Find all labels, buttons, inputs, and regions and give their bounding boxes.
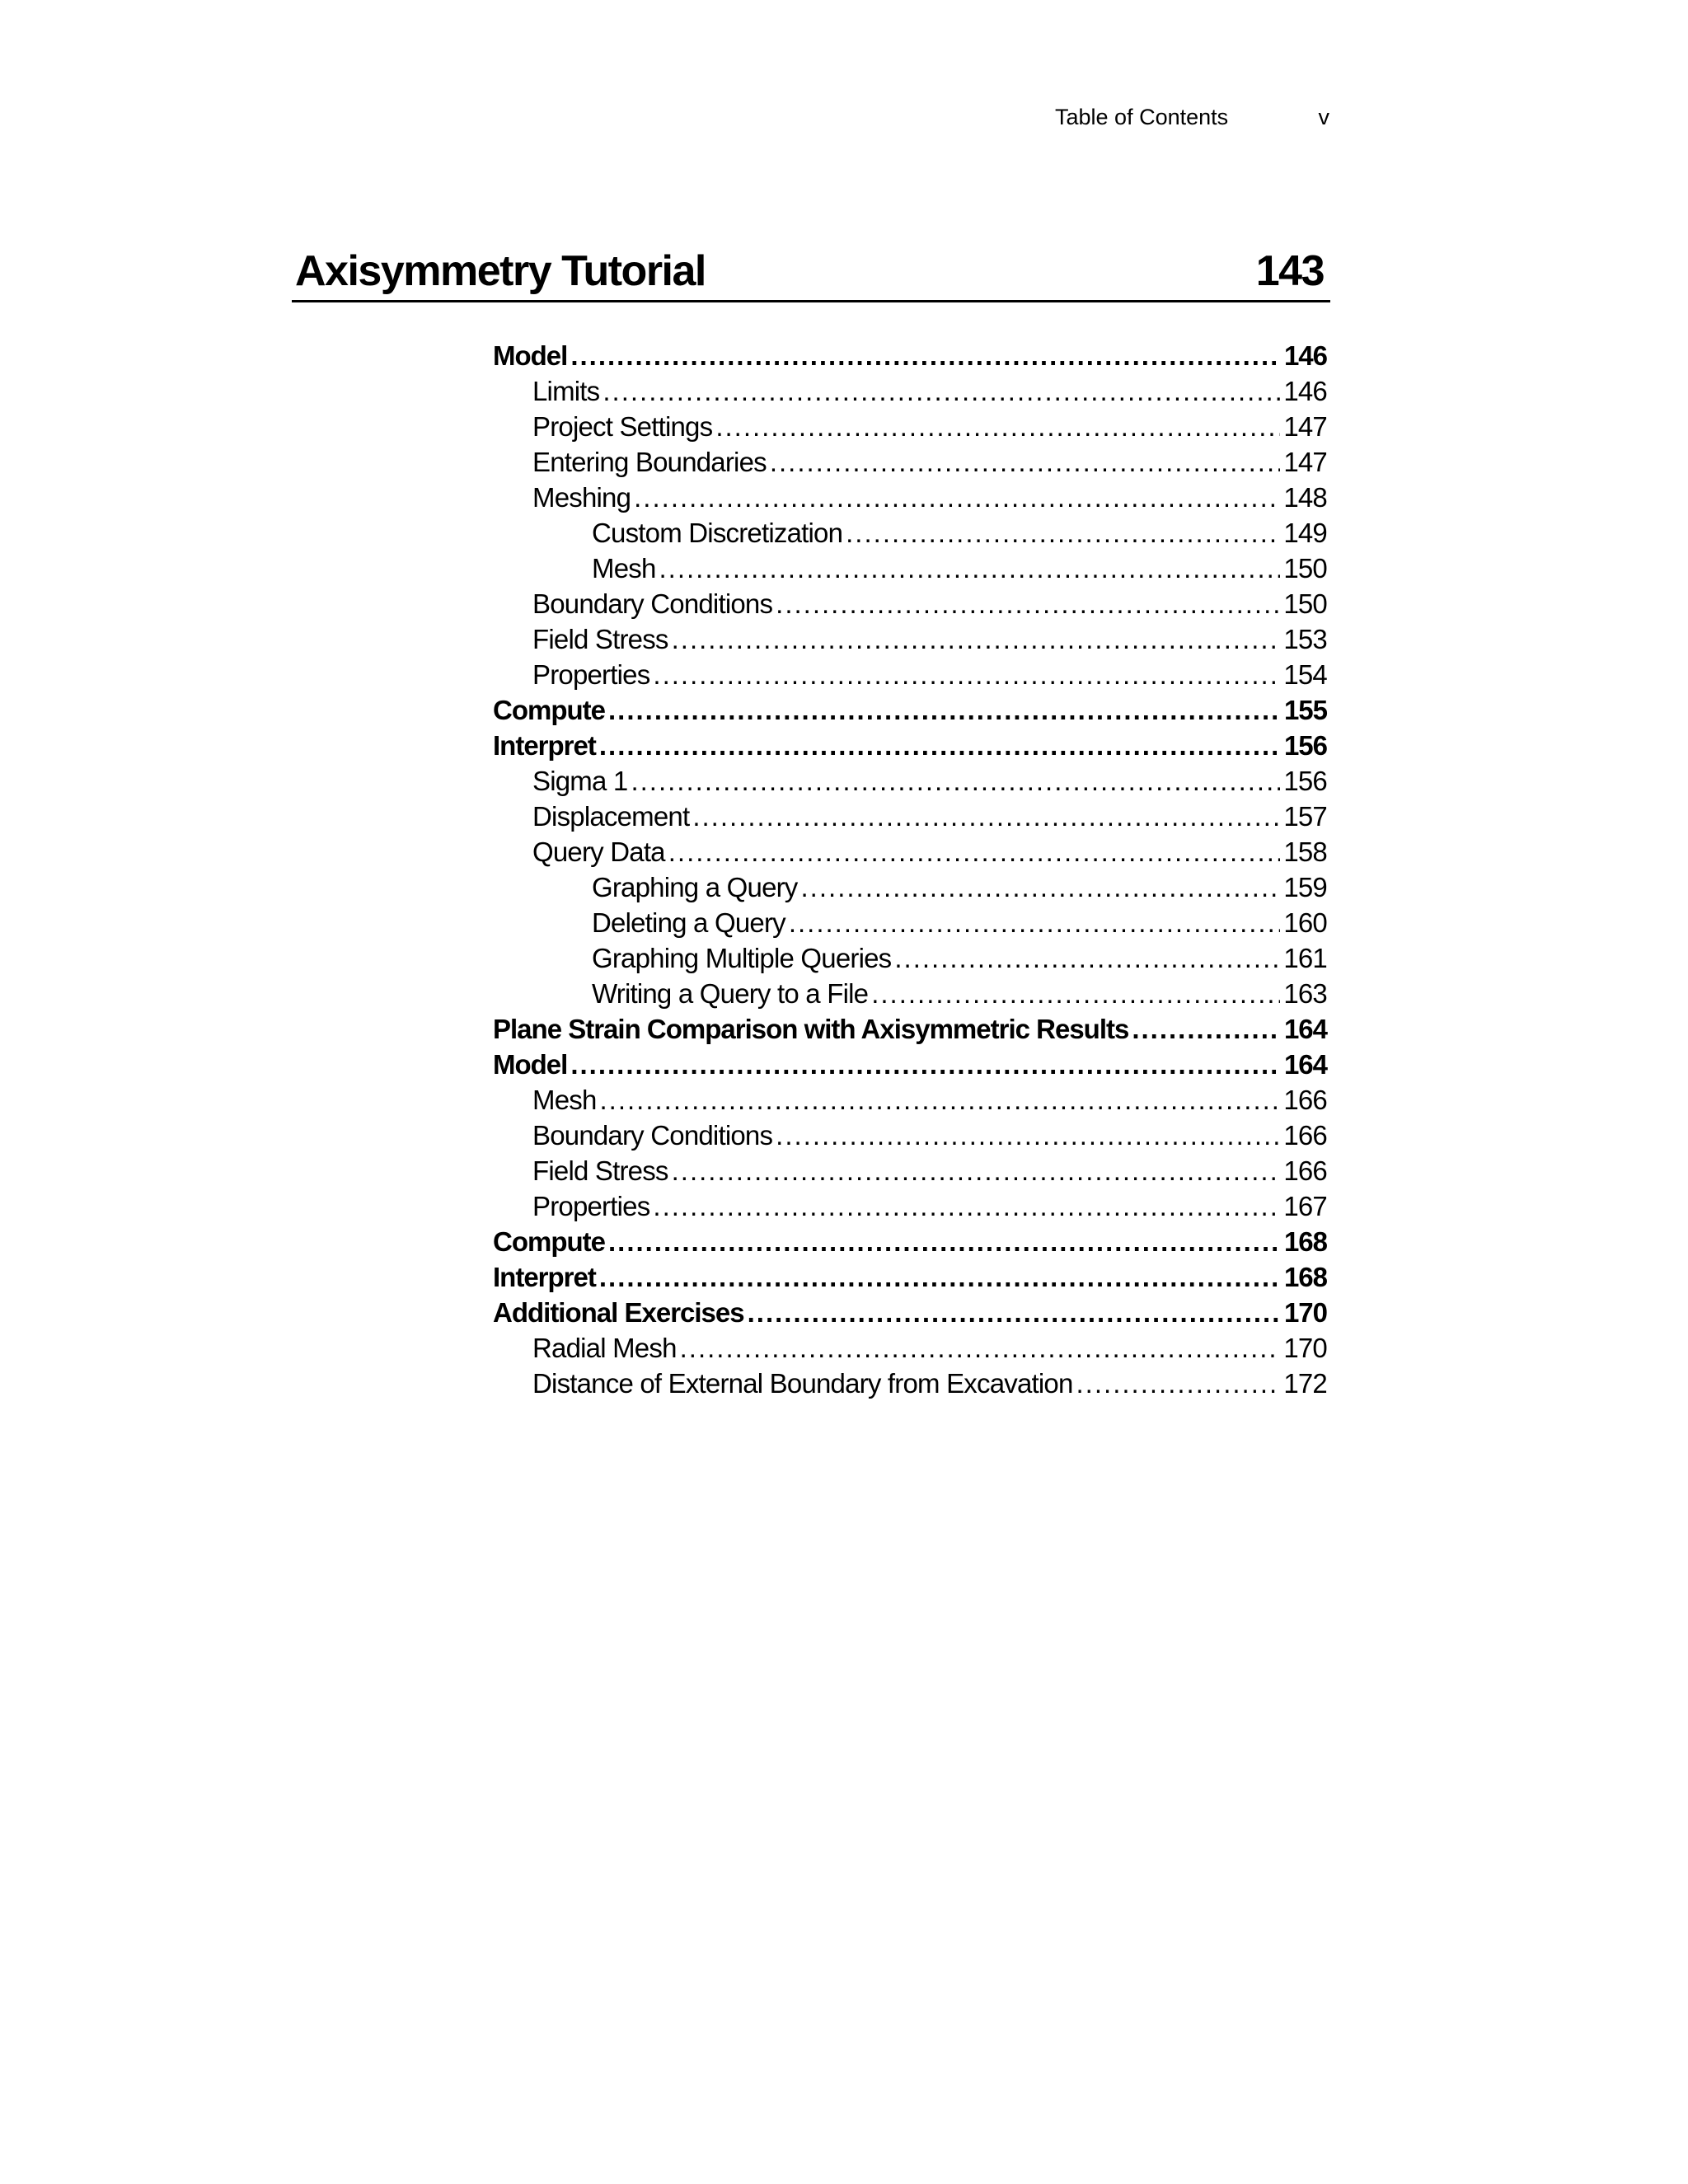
toc-entry[interactable] xyxy=(493,763,1327,799)
dot-leader xyxy=(776,586,1280,621)
toc-entry-page-number: 156 xyxy=(1283,730,1327,761)
dot-leader xyxy=(603,373,1280,409)
toc-entry[interactable] xyxy=(493,338,1327,373)
toc-entry-label: Writing a Query to a File xyxy=(592,978,869,1009)
toc-entry-page-number: 150 xyxy=(1283,588,1327,619)
toc-entry-page-number: 161 xyxy=(1283,943,1327,973)
dot-leader xyxy=(680,1330,1281,1366)
toc-entry-label: Sigma 1 xyxy=(532,766,628,796)
toc-entry[interactable] xyxy=(493,1224,1327,1259)
toc-entry-label: Meshing xyxy=(532,482,631,513)
toc-entry-page-number: 149 xyxy=(1283,518,1327,548)
toc-entry[interactable] xyxy=(493,1295,1327,1330)
dot-leader xyxy=(659,551,1281,586)
toc-entry-label: Radial Mesh xyxy=(532,1333,677,1363)
toc-entry-page-number: 167 xyxy=(1283,1191,1327,1221)
dot-leader xyxy=(871,976,1280,1011)
dot-leader xyxy=(770,444,1280,480)
toc-entry-label: Custom Discretization xyxy=(592,518,843,548)
dot-leader xyxy=(894,940,1280,976)
dot-leader xyxy=(672,1153,1281,1188)
toc-entry-page-number: 157 xyxy=(1283,801,1327,832)
toc-entry[interactable] xyxy=(493,1047,1327,1082)
toc-entry-label: Boundary Conditions xyxy=(532,588,773,619)
toc-entry[interactable] xyxy=(493,1330,1327,1366)
dot-leader xyxy=(634,480,1280,515)
toc-entry-page-number: 168 xyxy=(1283,1262,1327,1292)
toc-entry-page-number: 170 xyxy=(1283,1297,1327,1328)
toc-entry-label: Properties xyxy=(532,1191,650,1221)
toc-entry-page-number: 146 xyxy=(1283,376,1327,406)
toc-entry-label: Displacement xyxy=(532,801,690,832)
chapter-heading xyxy=(292,244,1330,302)
dot-leader xyxy=(653,657,1280,692)
toc-list xyxy=(493,338,1327,1401)
dot-leader xyxy=(1076,1366,1281,1401)
toc-entry[interactable] xyxy=(493,551,1327,586)
toc-entry-label: Deleting a Query xyxy=(592,907,785,938)
dot-leader xyxy=(608,692,1281,728)
toc-entry-label: Entering Boundaries xyxy=(532,447,767,477)
toc-entry[interactable] xyxy=(493,940,1327,976)
toc-entry-page-number: 150 xyxy=(1283,553,1327,583)
toc-entry-page-number: 166 xyxy=(1283,1155,1327,1186)
toc-entry-label: Graphing Multiple Queries xyxy=(592,943,892,973)
toc-entry-label: Field Stress xyxy=(532,624,668,654)
toc-entry[interactable] xyxy=(493,1011,1327,1047)
toc-entry[interactable] xyxy=(493,1366,1327,1401)
toc-entry-page-number: 154 xyxy=(1283,659,1327,690)
toc-entry-label: Interpret xyxy=(493,730,596,761)
toc-entry-page-number: 159 xyxy=(1283,872,1327,902)
toc-entry[interactable] xyxy=(493,621,1327,657)
toc-entry-label: Mesh xyxy=(592,553,656,583)
toc-entry-page-number: 166 xyxy=(1283,1120,1327,1151)
toc-entry-page-number: 170 xyxy=(1283,1333,1327,1363)
toc-entry[interactable] xyxy=(493,799,1327,834)
chapter-page-number: 143 xyxy=(1255,247,1324,295)
dot-leader xyxy=(672,621,1281,657)
dot-leader xyxy=(715,409,1280,444)
dot-leader xyxy=(599,728,1281,763)
toc-entry-page-number: 163 xyxy=(1283,978,1327,1009)
toc-entry[interactable] xyxy=(493,586,1327,621)
dot-leader xyxy=(1132,1011,1281,1047)
toc-entry-label: Limits xyxy=(532,376,600,406)
toc-entry-page-number: 160 xyxy=(1283,907,1327,938)
toc-entry-label: Compute xyxy=(493,1226,605,1257)
toc-entry-label: Distance of External Boundary from Excavation xyxy=(532,1368,1073,1399)
toc-entry[interactable] xyxy=(493,1118,1327,1153)
toc-entry-label: Mesh xyxy=(532,1085,597,1115)
running-header xyxy=(1055,102,1339,132)
dot-leader xyxy=(668,834,1281,869)
toc-entry-page-number: 153 xyxy=(1283,624,1327,654)
dot-leader xyxy=(789,905,1280,940)
toc-entry-label: Compute xyxy=(493,695,605,725)
toc-entry-page-number: 156 xyxy=(1283,766,1327,796)
toc-entry[interactable] xyxy=(493,692,1327,728)
dot-leader xyxy=(608,1224,1281,1259)
toc-entry[interactable] xyxy=(493,1188,1327,1224)
toc-entry-page-number: 146 xyxy=(1283,340,1327,371)
toc-entry-page-number: 147 xyxy=(1283,411,1327,442)
running-header-page-number: v xyxy=(1318,105,1329,129)
toc-entry[interactable] xyxy=(493,869,1327,905)
toc-entry-label: Interpret xyxy=(493,1262,596,1292)
toc-entry[interactable] xyxy=(493,409,1327,444)
toc-entry-page-number: 148 xyxy=(1283,482,1327,513)
dot-leader xyxy=(570,338,1281,373)
toc-entry-page-number: 147 xyxy=(1283,447,1327,477)
dot-leader xyxy=(653,1188,1280,1224)
dot-leader xyxy=(801,869,1281,905)
dot-leader xyxy=(631,763,1280,799)
toc-entry[interactable] xyxy=(493,373,1327,409)
toc-entry-label: Properties xyxy=(532,659,650,690)
toc-entry-label: Boundary Conditions xyxy=(532,1120,773,1151)
toc-entry-page-number: 164 xyxy=(1283,1049,1327,1080)
dot-leader xyxy=(570,1047,1281,1082)
toc-entry-page-number: 155 xyxy=(1283,695,1327,725)
dot-leader xyxy=(776,1118,1280,1153)
toc-entry-label: Query Data xyxy=(532,837,665,867)
toc-entry[interactable] xyxy=(493,728,1327,763)
dot-leader xyxy=(692,799,1280,834)
toc-entry[interactable] xyxy=(493,657,1327,692)
chapter-title: Axisymmetry Tutorial xyxy=(295,247,706,295)
dot-leader xyxy=(748,1295,1281,1330)
toc-entry-label: Model xyxy=(493,340,568,371)
toc-entry-label: Model xyxy=(493,1049,568,1080)
toc-entry[interactable] xyxy=(493,905,1327,940)
toc-entry[interactable] xyxy=(493,1259,1327,1295)
toc-entry-label: Additional Exercises xyxy=(493,1297,744,1328)
toc-entry-label: Graphing a Query xyxy=(592,872,798,902)
toc-entry-page-number: 158 xyxy=(1283,837,1327,867)
toc-entry[interactable] xyxy=(493,515,1327,551)
toc-entry[interactable] xyxy=(493,834,1327,869)
toc-entry[interactable] xyxy=(493,1153,1327,1188)
toc-entry[interactable] xyxy=(493,976,1327,1011)
dot-leader xyxy=(600,1082,1281,1118)
toc-entry-label: Project Settings xyxy=(532,411,713,442)
toc-entry-page-number: 166 xyxy=(1283,1085,1327,1115)
toc-entry-label: Field Stress xyxy=(532,1155,668,1186)
toc-entry[interactable] xyxy=(493,480,1327,515)
dot-leader xyxy=(599,1259,1281,1295)
toc-entry[interactable] xyxy=(493,444,1327,480)
toc-entry-page-number: 168 xyxy=(1283,1226,1327,1257)
toc-entry-page-number: 164 xyxy=(1283,1014,1327,1044)
running-header-title: Table of Contents xyxy=(1055,105,1229,129)
toc-entry-label: Plane Strain Comparison with Axisymmetric Results xyxy=(493,1014,1129,1044)
toc-entry[interactable] xyxy=(493,1082,1327,1118)
dot-leader xyxy=(846,515,1280,551)
toc-entry-page-number: 172 xyxy=(1283,1368,1327,1399)
